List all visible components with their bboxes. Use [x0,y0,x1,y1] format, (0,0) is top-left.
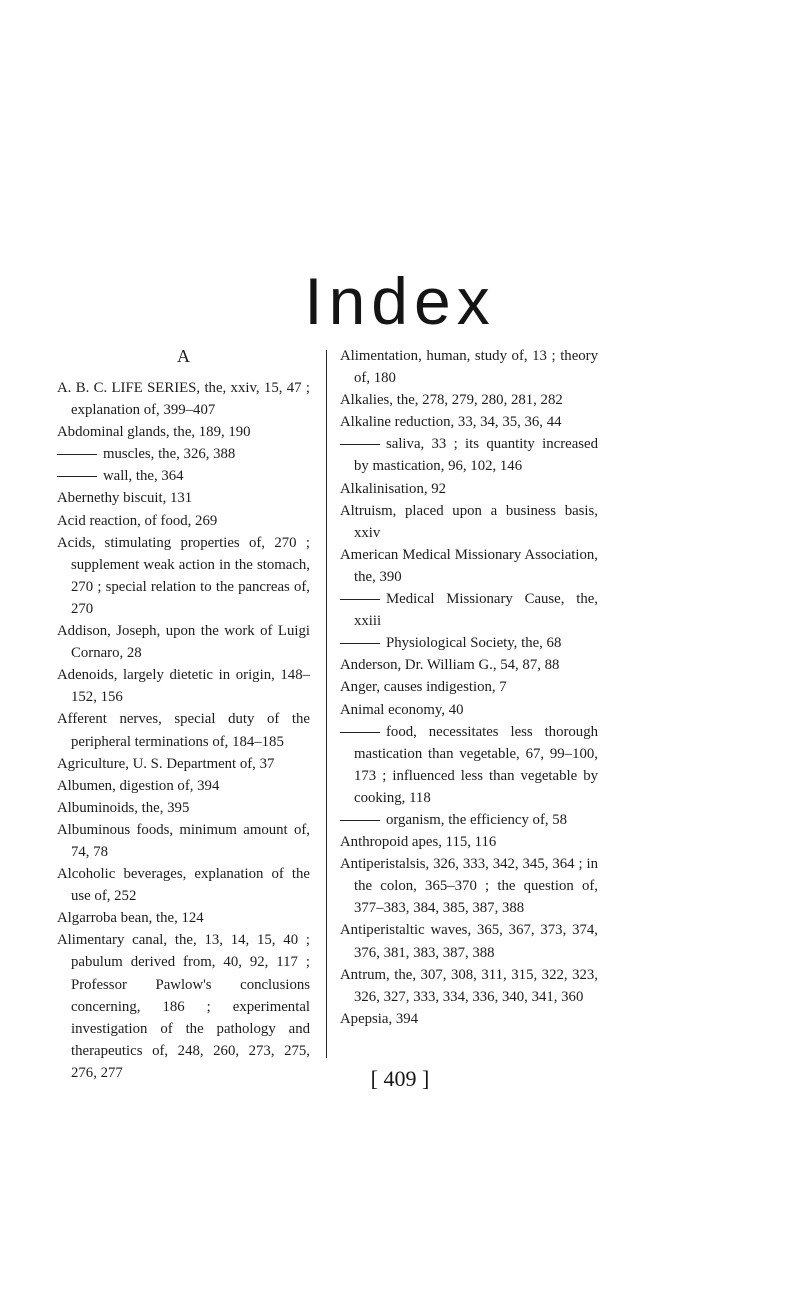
page-number: [ 409 ] [370,1066,430,1091]
index-entry: Afferent nerves, special duty of the peripheral terminations of, 184–185 [57,711,310,750]
repeat-dash [340,643,380,644]
column-divider [326,350,327,1058]
index-entry: Anderson, Dr. William G., 54, 87, 88 [340,657,560,674]
index-entry: Albuminous foods, minimum amount of, 74, 78 [57,821,310,860]
repeat-dash [340,444,380,445]
index-entry: Addison, Joseph, upon the work of Luigi Cornaro, 28 [57,623,310,662]
repeat-dash [340,599,380,600]
repeat-dash [57,454,97,455]
index-subentry: Medical Missionary Cause, the, xxiii [340,588,598,632]
index-entry: Algarroba bean, the, 124 [57,910,204,927]
index-subentry: organism, the efficiency of, 58 [340,809,598,831]
index-column-left [57,345,310,1084]
index-subentry: food, necessitates less thorough mastication than vegetable, 67, 99–100, 173 ; influenced less than vegetable by cooking, 118 [340,721,598,809]
index-entry: Agriculture, U. S. Department of, 37 [57,755,275,772]
index-entry: Alkalies, the, 278, 279, 280, 281, 282 [340,392,563,409]
index-subentry: saliva, 33 ; its quantity increased by mastication, 96, 102, 146 [340,433,598,477]
index-entry: Apepsia, 394 [340,1010,419,1027]
section-letter: A [177,346,190,366]
index-entry: Acid reaction, of food, 269 [57,512,218,529]
index-subentry: muscles, the, 326, 388 [57,443,310,465]
index-entry: Alkalinisation, 92 [340,480,447,497]
index-entry: Abernethy biscuit, 131 [57,490,193,507]
index-entry: Alcoholic beverages, explanation of the use of, 252 [57,866,310,905]
index-entry: American Medical Missionary Association, the, 390 [340,546,598,585]
index-entry: Anger, causes indigestion, 7 [340,679,507,696]
index-entry: A. B. C. LIFE SERIES, the, xxiv, 15, 47 ; explanation of, 399–407 [57,380,310,419]
index-subentry: wall, the, 364 [57,465,310,487]
index-entry: Antiperistalsis, 326, 333, 342, 345, 364 ; in the colon, 365–370 ; the question of, 377–383, 384, 385, 387, 388 [340,856,598,917]
index-entry: Animal economy, 40 [340,701,464,718]
repeat-dash [57,476,97,477]
index-entry: Adenoids, largely dietetic in origin, 148–152, 156 [57,667,310,706]
index-entry: Albuminoids, the, 395 [57,799,190,816]
repeat-dash [340,732,380,733]
index-subentry: Physiological Society, the, 68 [340,632,598,654]
index-entry: Acids, stimulating properties of, 270 ; supplement weak action in the stomach, 270 ; special relation to the pancreas of, 270 [57,534,310,617]
index-entry: Abdominal glands, the, 189, 190 [57,424,251,441]
index-entry: Anthropoid apes, 115, 116 [340,834,497,851]
index-entry: Antiperistaltic waves, 365, 367, 373, 374, 376, 381, 383, 387, 388 [340,922,598,961]
index-entry: Alimentation, human, study of, 13 ; theory of, 180 [340,348,598,387]
page-title: Index [304,264,496,338]
index-entry: Altruism, placed upon a business basis, xxiv [340,502,598,541]
index-entry: Antrum, the, 307, 308, 311, 315, 322, 323, 326, 327, 333, 334, 336, 340, 341, 360 [340,966,598,1005]
index-entry: Alimentary canal, the, 13, 14, 15, 40 ; pabulum derived from, 40, 92, 117 ; Professor Pawlow's conclusions concerning, 186 ; experimental investigation of the pathology and therapeutics of, 248, 260, 273, 275, 276, 277 [57,932,310,1081]
index-entry: Alkaline reduction, 33, 34, 35, 36, 44 [340,414,562,431]
index-entry: Albumen, digestion of, 394 [57,777,220,794]
index-column-right [340,345,598,1030]
repeat-dash [340,820,380,821]
